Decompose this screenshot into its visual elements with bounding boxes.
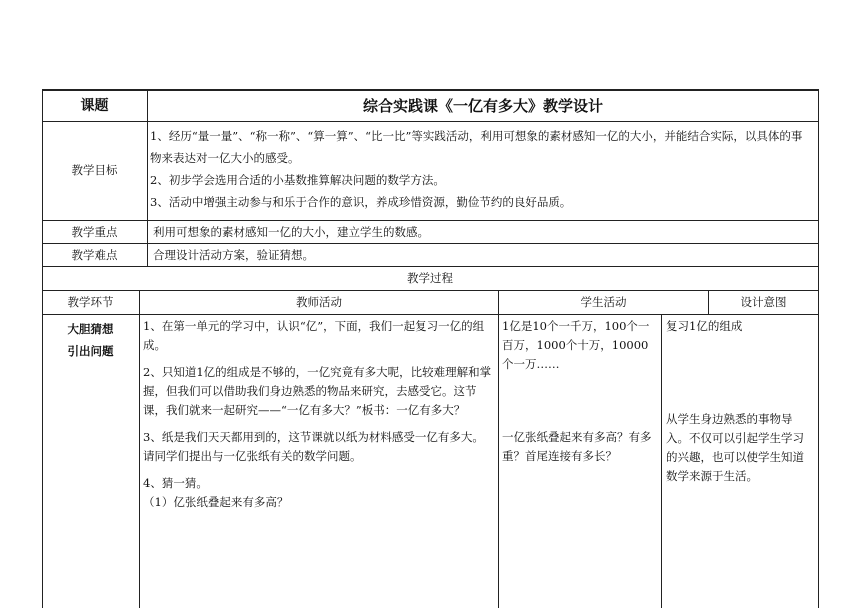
goal-item-3: 3、活动中增强主动参与和乐于合作的意识，养成珍惜资源，勤俭节约的良好品质。	[150, 195, 572, 209]
table-rule	[661, 314, 662, 608]
goal-item-2: 2、初步学会选用合适的小基数推算解决问题的数学方法。	[150, 173, 445, 187]
teacher-step-2: 2、只知道1亿的组成是不够的，一亿究竟有多大呢，比较难理解和掌握，但我们可以借助我们身边熟悉的物品来研究，去感受它。这节课，我们就来一起研究——“一亿有多大？”板书：一亿有多大？	[143, 365, 492, 417]
student-activity-1: 1亿是10个一千万，100个一百万，1000个十万，10000个一万……	[502, 319, 650, 371]
student-activity-2: 一亿张纸叠起来有多高？有多重？首尾连接有多长？	[502, 430, 652, 463]
teacher-step-4-item-1: （1）亿张纸叠起来有多高？	[143, 495, 289, 509]
goals-content	[150, 125, 812, 213]
column-header-teacher: 教师活动	[296, 295, 342, 309]
stage-line-2: 引出问题	[67, 344, 114, 358]
difficulty-text: 合理设计活动方案，验证猜想。	[153, 248, 314, 262]
column-header-student: 学生活动	[580, 295, 627, 309]
goal-item-1: 1、经历“量一量”、“称一称”、“算一算”、“比一比”等实践活动，利用可想象的素材感知一亿的大小，并能结合实际，以具体的事物来表达对一亿大小的感受。	[150, 129, 803, 165]
goals-label: 教学目标	[71, 163, 118, 177]
difficulty-label: 教学难点	[71, 248, 118, 262]
subject-label: 课题	[80, 98, 109, 114]
table-border-right	[818, 89, 819, 608]
design-intent-1: 复习1亿的组成	[666, 319, 743, 333]
table-rule	[139, 290, 140, 608]
key-point-label: 教学重点	[71, 225, 118, 239]
teacher-activity-cell	[143, 317, 495, 512]
stage-cell	[42, 318, 139, 362]
table-rule	[42, 314, 819, 315]
stage-line-1: 大胆猜想	[67, 322, 114, 336]
teacher-step-3: 3、纸是我们天天都用到的，这节课就以纸为材料感受一亿有多大。请同学们提出与一亿张纸有关的数学问题。	[143, 430, 484, 463]
column-header-intent: 设计意图	[740, 295, 787, 309]
table-rule	[498, 290, 499, 608]
process-title: 教学过程	[407, 271, 453, 285]
teacher-step-1: 1、在第一单元的学习中，认识“亿”，下面，我们一起复习一亿的组成。	[143, 319, 485, 352]
lesson-title: 综合实践课《一亿有多大》教学设计	[362, 97, 603, 115]
column-header-stage: 教学环节	[67, 295, 114, 309]
teacher-step-4: 4、猜一猜。	[143, 476, 208, 490]
table-rule	[42, 121, 819, 122]
design-intent-2: 从学生身边熟悉的事物导入。不仅可以引起学生学习的兴趣，也可以使学生知道数学来源于生活。	[666, 412, 804, 483]
key-point-text: 利用可想象的素材感知一亿的大小，建立学生的数感。	[153, 225, 429, 239]
